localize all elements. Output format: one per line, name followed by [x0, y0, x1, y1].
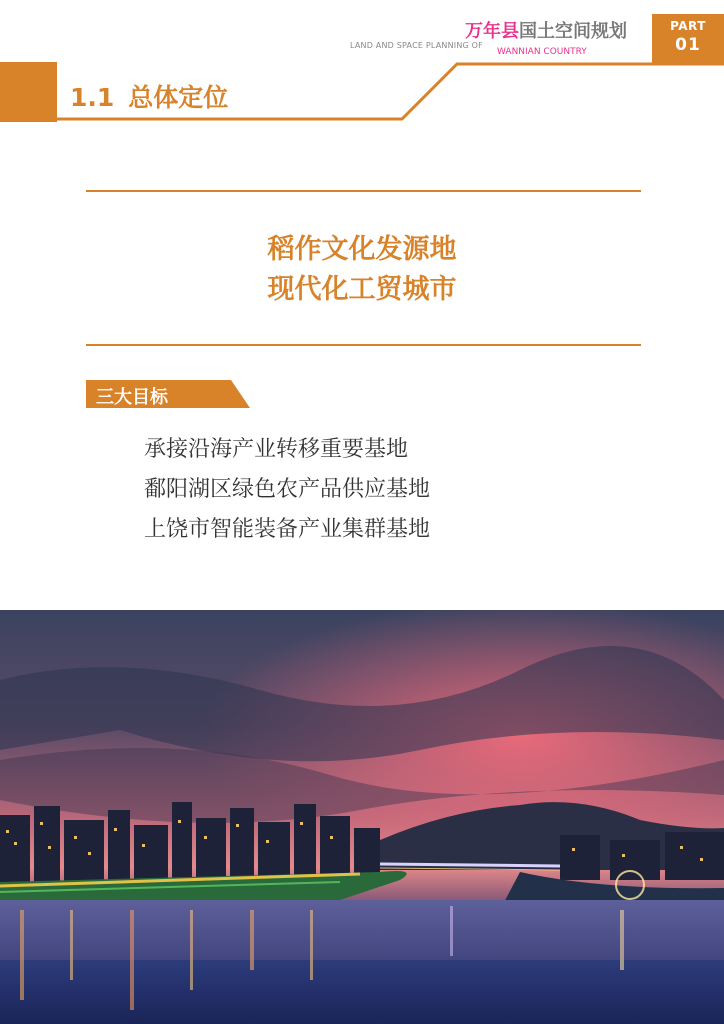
- section-title: 总体定位: [128, 83, 229, 112]
- brand-english-line: LAND AND SPACE PLANNING OF: [350, 41, 483, 50]
- goal-item: 鄱阳湖区绿色农产品供应基地: [144, 477, 431, 502]
- brand-plan-name: 国土空间规划: [519, 21, 627, 42]
- part-badge: [652, 14, 724, 64]
- brand-county-name: 万年县: [465, 21, 519, 42]
- divider-top: [86, 190, 641, 192]
- goals-list: [144, 432, 430, 552]
- goals-tab-label: 三大目标: [96, 387, 168, 408]
- city-night-photo: [0, 610, 724, 1024]
- goal-item: 承接沿海产业转移重要基地: [144, 437, 409, 462]
- slogan-line-2: 现代化工贸城市: [267, 274, 457, 305]
- brand-title: [465, 17, 627, 43]
- brand-english-county: WANNIAN COUNTRY: [497, 47, 587, 57]
- slogan-line-1: 稻作文化发源地: [267, 234, 457, 265]
- section-heading: [70, 78, 228, 114]
- part-number: 01: [675, 35, 701, 55]
- positioning-slogan: [0, 230, 724, 310]
- part-label: PART: [670, 19, 706, 33]
- divider-bottom: [86, 344, 641, 346]
- city-skyline-illustration: [0, 610, 724, 1024]
- banner-accent-block: [0, 62, 57, 122]
- goal-item: 上饶市智能装备产业集群基地: [144, 517, 431, 542]
- section-number: 1.1: [70, 83, 115, 112]
